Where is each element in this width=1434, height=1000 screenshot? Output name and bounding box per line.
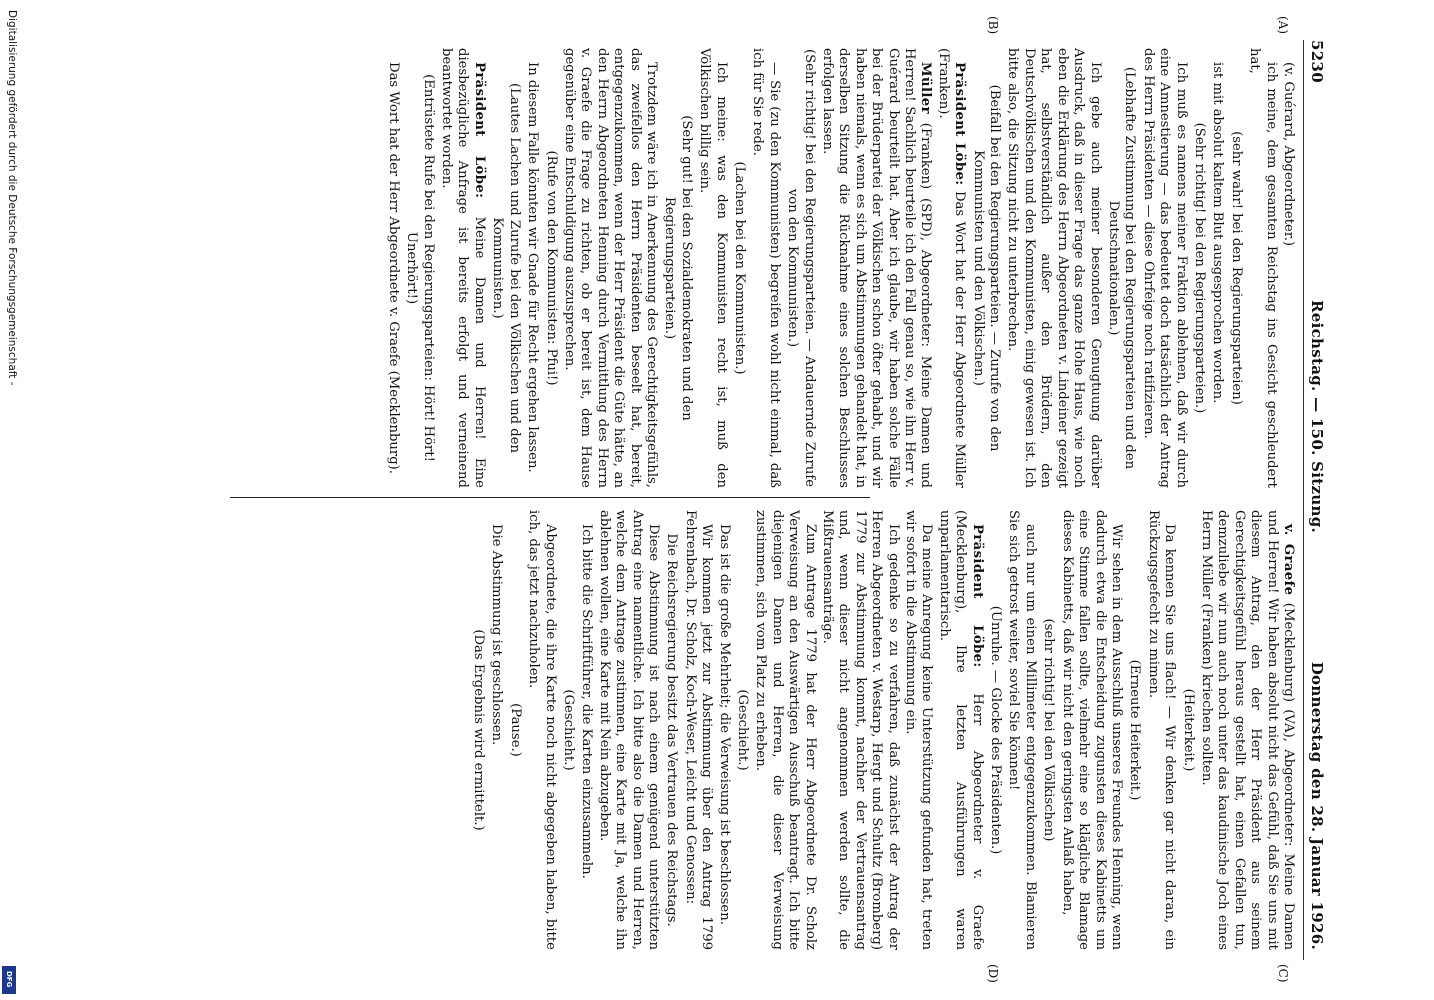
footer-credit-text: Digitalisierung gefördert durch die Deutsche Forschungsgemeinschaft - xyxy=(6,10,18,386)
paragraph xyxy=(715,510,731,950)
paragraph xyxy=(696,48,729,488)
paragraph xyxy=(1139,48,1188,488)
paragraph-text: Da meine Anregung keine Unterstützung gefunden hat, treten wir sofort in die Abstimmung ein. xyxy=(903,510,935,950)
interjection xyxy=(542,48,558,488)
paragraph xyxy=(1058,510,1124,950)
paragraph-text: (Unruhe. — Glocke des Präsidenten.) xyxy=(988,605,1004,855)
paragraph-text: Trotzdem wäre ich in Anerkennung des Gerechtigkeitsgefühls, das zweifellos den Herrn Präsidenten beseelt hat, bereit, entgegenzukommen, wenn der Herr Präsident die Güte hätte, an den Herrn Abgeordneten Henning durch Vermittlung des Herrn v. Graefe die Frage zu richten, ob er bereit ist, dem Hause gegenüber eine Entschuldigung auszusprechen. xyxy=(561,48,659,488)
paragraph-text: (Das Ergebnis wird ermittelt.) xyxy=(470,629,486,831)
header-title: Reichstag. — 150. Sitzung. xyxy=(1308,300,1326,534)
left-column xyxy=(383,48,1296,488)
paragraph xyxy=(935,510,984,950)
paragraph-text: Das Wort hat der Herr Abgeordnete v. Graefe (Mecklenburg). xyxy=(385,62,401,474)
paragraph-text: Wir sehen in dem Ausschluß unseres Freundes Henning, wenn dadurch etwa die Entscheidung zugunsten dieses Kabinetts um eine Stimme fallen sollte, vielmehr eine so klägliche Blamage dieses Kabinetts, daß wir nicht den geringsten Anlaß haben, xyxy=(1059,510,1124,950)
paragraph-text: ist mit absolut kaltem Blut ausgesprochen worden. xyxy=(1210,62,1226,404)
margin-mark-a: (A) xyxy=(1276,16,1290,35)
interjection xyxy=(661,48,694,488)
paragraph-text: (Rufe von den Kommunisten: Pfui!) xyxy=(543,150,559,386)
dfg-logo-text: DFG xyxy=(5,971,13,988)
interjection xyxy=(560,510,576,950)
paragraph-text: (Geschieht.) xyxy=(735,689,750,771)
interjection xyxy=(987,510,1003,950)
paragraph-text: auch nur um einen Millimeter entgegenzukommen. Blamieren Sie sich getrost weiter, soviel Sie können! xyxy=(1006,510,1038,950)
paragraph xyxy=(488,510,504,950)
interjection xyxy=(1179,510,1195,950)
paragraph-text: ich meine, dem gesamten Reichstag ins Gesicht geschleudert hat, xyxy=(1247,48,1279,488)
paragraph-text: (Entrüstete Rufe bei den Regierungsparteien: Hört! Hört! Unerhört!) xyxy=(404,74,436,462)
paragraph-text: Ich muß es namens meiner Fraktion ablehnen, daß wir durch eine Amnestierung — das bedeutet doch tatsächlich der Antrag des Herrn Präsidenten — diese Ohrfeige noch ratifizieren. xyxy=(1140,48,1189,488)
paragraph xyxy=(525,510,558,950)
speaker-name: v. Graefe xyxy=(1281,524,1296,596)
paragraph xyxy=(1209,48,1225,488)
paragraph xyxy=(752,510,818,950)
dfg-logo xyxy=(2,966,16,994)
paragraph-text: (Geschieht.) xyxy=(560,689,576,771)
speaker-name: Präsident Löbe: xyxy=(969,524,985,668)
speaker-name: Müller xyxy=(918,62,934,114)
paragraph-text: (Beifall bei den Regierungsparteien. — Zurufe von den Kommunisten und den Völkischen.) xyxy=(970,84,1003,452)
paragraph-text: Zum Antrage 1779 hat der Herr Abgeordnete Dr. Scholz Verweisung an den Auswärtigen Ausschuß beantragt. Ich bitte diejenigen Damen und Herren, die dieser Verweisung zustimmen, sich vom Platz zu erheben. xyxy=(753,510,818,950)
paragraph-text: (sehr richtig! bei den Völkischen) xyxy=(1041,618,1057,842)
paragraph-text: Ich gedenke so zu verfahren, daß zunächst der Antrag der Herren Abgeordneten v. Westarp, Hergt und Schultz (Bromberg) 1779 zur Abstimmung kommt, nachher der Vertrauensantrag und, wenn dieser nicht angenommen werden sollte, die Mißtrauensanträge. xyxy=(820,510,901,950)
page-header xyxy=(1302,40,1330,960)
paragraph-text: — Sie (zu den Kommunisten) begreifen wohl nicht einmal, daß ich für Sie rede. xyxy=(750,48,782,488)
paragraph-text: In diesem Falle könnten wir Gnade für Recht ergehen lassen. xyxy=(525,62,541,473)
paragraph-text: Abgeordnete, die ihre Karte noch nicht abgegeben haben, bitte ich, das jetzt nachzuholen. xyxy=(526,510,558,950)
paragraph-text: (Franken) (SPD), Abgeordneter: Meine Damen und Herren! Sachlich beurteile ich den Fall genau so, wie ihn Herr v. Guérard beurteilt hat. Aber ich glaube, wir haben solche Fälle bei der Brüderpartei der Völkischen schon öfter gehabt, und wir haben niemals, wenn es sich um Abstimmungen gehandelt hat, in derselben Sitzung die Rücknahme eines solchen Beschlusses erfolgen lassen. xyxy=(820,48,934,488)
interjection xyxy=(969,48,1002,488)
paragraph xyxy=(819,48,934,488)
paragraph-text: Diese Abstimmung ist nach einem genügend unterstützten Antrag eine namentliche. Ich bitte also die Damen und Herren, welche dem Antrage zustimmen, eine Karte mit Ja, welche ihn ablehnen wollen, eine Karte mit Nein abzugeben. xyxy=(596,510,661,950)
interjection xyxy=(731,48,747,488)
column-divider xyxy=(230,497,870,498)
paragraph-text: (v. Guérard, Abgeordneter.) xyxy=(1281,62,1296,247)
paragraph-text: (Sehr gut! bei den Sozialdemokraten und den Regierungsparteien.) xyxy=(662,115,694,421)
interjection xyxy=(1126,510,1142,950)
paragraph-text: Die Reichsregierung besitzt das Vertrauen des Reichstags. xyxy=(664,533,680,927)
footer-credit xyxy=(4,10,18,990)
paragraph xyxy=(1005,510,1038,950)
interjection xyxy=(1105,48,1138,488)
paragraph-text: (Mecklenburg) (VA), Abgeordneter: Meine Damen und Herren! Wir haben absolut nicht das Gefühl, daß Sie uns mit diesem Antrag, den der Herr Präsident aus seinem Gerechtigkeitsgefühl heraus gestellt hat, einen Gefallen tun, demzuliebe wir nun auch noch unter das kaudinische Joch eines Herrn Müller (Franken) kriechen sollten. xyxy=(1198,510,1296,951)
paragraph-text: (Lebhafte Zustimmung bei den Regierungsparteien und den Deutschnationalen.) xyxy=(1105,66,1138,470)
paragraph-text: Das ist die große Mehrheit; die Verweisung ist beschlossen. xyxy=(716,524,732,925)
paragraph-text: Da kennen Sie uns flach! — Wir denken gar nicht daran, ein Rückzugsgefecht zu mimen. xyxy=(1145,510,1178,950)
interjection xyxy=(1227,48,1243,488)
paragraph xyxy=(819,510,901,950)
header-rule xyxy=(1303,40,1304,960)
header-date: Donnerstag den 28. Januar 1926. xyxy=(1308,661,1326,950)
paragraph xyxy=(578,510,594,950)
interjection xyxy=(489,48,522,488)
rotated-page-content xyxy=(90,16,1330,983)
interjection xyxy=(506,510,522,950)
margin-mark-d: (D) xyxy=(986,964,1000,983)
paragraph-text: (Heiterkeit.) xyxy=(1180,688,1196,772)
paragraph-text: Meine Damen und Herren! Eine diesbezügliche Anfrage ist bereits erfolgt und verneinend beantwortet worden. xyxy=(439,48,487,488)
interjection xyxy=(734,510,750,950)
interjection xyxy=(1191,48,1207,488)
margin-mark-c: (C) xyxy=(1276,964,1290,983)
speaker-name: Präsident Löbe: xyxy=(952,62,968,186)
paragraph xyxy=(384,48,400,488)
paragraph-text: (Lachen bei den Kommunisten.) xyxy=(732,161,747,375)
paragraph-text: (Lautes Lachen und Zurufe bei den Völkischen und den Kommunisten.) xyxy=(490,82,522,454)
paragraph-text: Herr Abgeordneter v. Graefe (Mecklenburg), Ihre letzten Ausführungen waren unparlamentarisch. xyxy=(936,510,985,950)
paragraph-text: Das Wort hat der Herr Abgeordnete Müller (Franken). xyxy=(935,48,968,488)
paragraph-text: (Sehr richtig! bei den Regierungsparteien.) xyxy=(1191,122,1207,414)
paragraph xyxy=(1198,510,1296,950)
paragraph xyxy=(934,48,967,488)
right-column xyxy=(468,510,1297,950)
paragraph-text: (Erneute Heiterkeit.) xyxy=(1127,659,1143,801)
paragraph xyxy=(595,510,661,950)
paragraph-text: (sehr wahr! bei den Regierungsparteien) xyxy=(1228,131,1244,405)
page-number: 5230 xyxy=(1308,40,1326,83)
paragraph xyxy=(749,48,782,488)
paragraph xyxy=(1004,48,1102,488)
margin-mark-b: (B) xyxy=(986,16,1000,35)
interjection xyxy=(1040,510,1056,950)
paragraph xyxy=(902,510,935,950)
speaker-name: Präsident Löbe: xyxy=(471,62,487,199)
paragraph xyxy=(1280,48,1296,488)
interjection xyxy=(403,48,436,488)
paragraph xyxy=(1144,510,1177,950)
paragraph xyxy=(524,48,540,488)
paragraph-text: Die Abstimmung ist geschlossen. xyxy=(489,524,505,746)
interjection xyxy=(470,510,486,950)
paragraph xyxy=(438,48,487,488)
paragraph-text: Ich meine: was den Kommunisten recht ist, muß den Völkischen billig sein. xyxy=(697,48,729,488)
paragraph xyxy=(561,48,659,488)
paragraph xyxy=(1246,48,1279,488)
interjection xyxy=(663,510,679,950)
paragraph-text: (Sehr richtig! bei den Regierungsparteien. — Andauernde Zurufe von den Kommunisten.) xyxy=(785,48,817,488)
paragraph-text: Ich gebe auch meiner besonderen Genugtuung darüber Ausdruck, daß in dieser Frage das ganze Hohe Haus, wie noch eben die Erklärung des Herrn Abgeordneten v. Lindeiner gezeigt hat, selbstverständlich außer den Brüdern, den Deutschvölkischen und den Kommunisten, einig gewesen ist. Ich bitte also, die Sitzung nicht zu unterbrechen. xyxy=(1005,48,1103,488)
paragraph-text: Ich bitte die Schriftführer, die Karten einzusammeln. xyxy=(579,524,595,879)
paragraph-text: (Pause.) xyxy=(507,703,523,757)
paragraph xyxy=(681,510,714,950)
paragraph-text: Wir kommen jetzt zur Abstimmung über den Antrag 1799 Fehrenbach, Dr. Scholz, Koch-Weser, Leicht und Genossen: xyxy=(682,510,715,950)
interjection xyxy=(784,48,817,488)
